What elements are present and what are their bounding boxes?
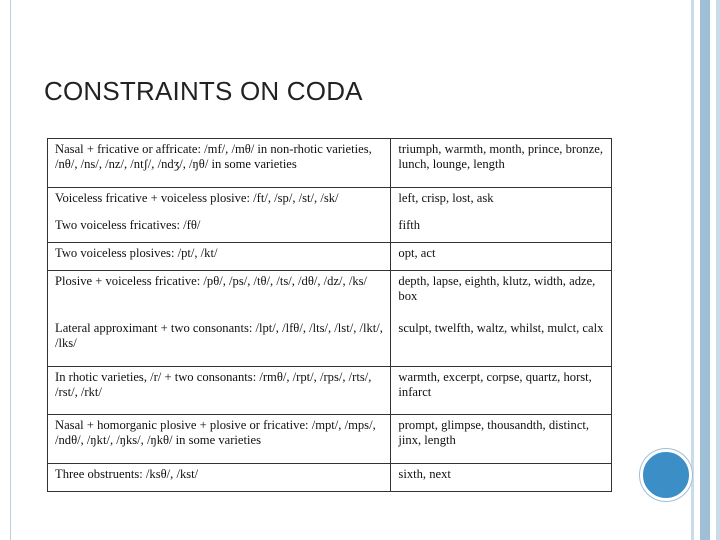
slide-frame-right-line (691, 0, 694, 540)
table-row (48, 271, 612, 319)
table-row (48, 215, 612, 243)
pattern-cell: Lateral approximant + two consonants: /lpt/, /lfθ/, /lts/, /lst/, /lkt/, /lks/ (48, 318, 391, 366)
table-row (48, 187, 612, 215)
coda-constraints-table (47, 138, 612, 492)
examples-cell: triumph, warmth, month, prince, bronze, lunch, lounge, length (391, 139, 612, 188)
examples-cell: prompt, glimpse, thousandth, distinct, jinx, length (391, 415, 612, 464)
slide-frame-right-bar (700, 0, 710, 540)
table-row (48, 415, 612, 464)
table-row (48, 318, 612, 366)
examples-cell: fifth (391, 215, 612, 243)
examples-cell: opt, act (391, 242, 612, 270)
examples-cell: sixth, next (391, 463, 612, 491)
slide-frame-left-line (10, 0, 11, 540)
pattern-cell: Nasal + homorganic plosive + plosive or fricative: /mpt/, /mps/, /ndθ/, /ŋkt/, /ŋks/, /ŋkθ/ in some varieties (48, 415, 391, 464)
decorative-circle (640, 449, 692, 501)
examples-cell: left, crisp, lost, ask (391, 187, 612, 215)
table-row (48, 242, 612, 270)
pattern-cell: In rhotic varieties, /r/ + two consonants: /rmθ/, /rpt/, /rps/, /rts/, /rst/, /rkt/ (48, 366, 391, 415)
pattern-cell: Three obstruents: /ksθ/, /kst/ (48, 463, 391, 491)
pattern-cell: Two voiceless fricatives: /fθ/ (48, 215, 391, 243)
examples-cell: sculpt, twelfth, waltz, whilst, mulct, calx (391, 318, 612, 366)
pattern-cell: Nasal + fricative or affricate: /mf/, /mθ/ in non-rhotic varieties, /nθ/, /ns/, /nz/, /ntʃ/, /ndʒ/, /ŋθ/ in some varieties (48, 139, 391, 188)
pattern-cell: Two voiceless plosives: /pt/, /kt/ (48, 242, 391, 270)
table (47, 138, 612, 492)
table-row (48, 139, 612, 188)
examples-cell: warmth, excerpt, corpse, quartz, horst, infarct (391, 366, 612, 415)
examples-cell: depth, lapse, eighth, klutz, width, adze, box (391, 271, 612, 319)
table-row (48, 366, 612, 415)
table-row (48, 463, 612, 491)
slide-title: CONSTRAINTS ON CODA (44, 76, 363, 106)
slide-frame-right-edge (716, 0, 720, 540)
pattern-cell: Plosive + voiceless fricative: /pθ/, /ps/, /tθ/, /ts/, /dθ/, /dz/, /ks/ (48, 271, 391, 319)
pattern-cell: Voiceless fricative + voiceless plosive: /ft/, /sp/, /st/, /sk/ (48, 187, 391, 215)
